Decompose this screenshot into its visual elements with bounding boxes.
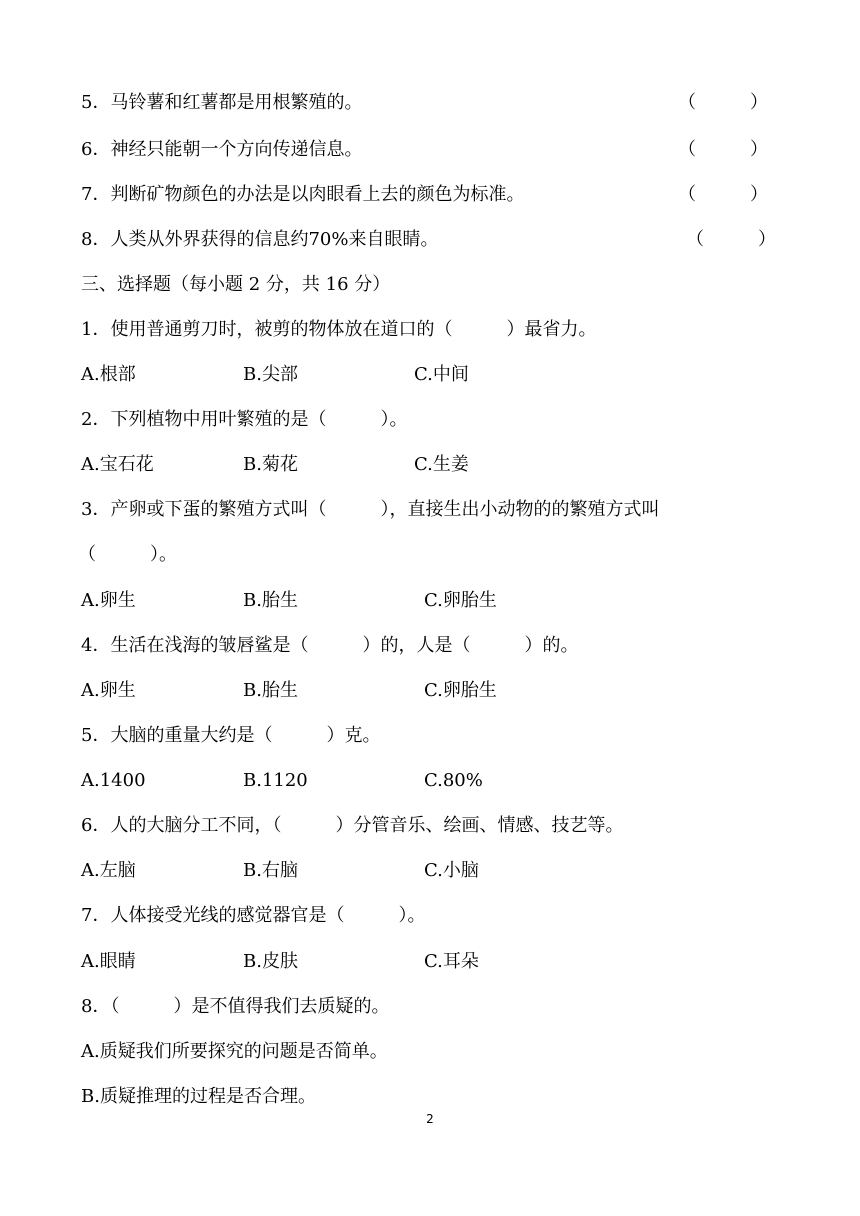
judgement-item-6: 6．神经只能朝一个方向传递信息。 bbox=[81, 139, 363, 160]
option-8b: B.质疑推理的过程是否合理。 bbox=[81, 1086, 316, 1107]
option-1b: B.尖部 bbox=[243, 364, 298, 385]
option-6b: B.右脑 bbox=[243, 860, 298, 881]
option-1c: C.中间 bbox=[414, 364, 469, 385]
option-7b: B.皮肤 bbox=[243, 951, 298, 972]
question-2: 2．下列植物中用叶繁殖的是（ ）。 bbox=[81, 409, 408, 430]
answer-blank-6: （ ） bbox=[678, 139, 768, 160]
option-5c: C.80% bbox=[424, 770, 483, 791]
judgement-item-8: 8．人类从外界获得的信息约70%来自眼睛。 bbox=[81, 229, 439, 250]
answer-blank-8: （ ） bbox=[686, 229, 776, 250]
option-3b: B.胎生 bbox=[243, 590, 298, 611]
section-title: 三、选择题（每小题 2 分，共 16 分） bbox=[81, 274, 391, 295]
question-7: 7．人体接受光线的感觉器官是（ ）。 bbox=[81, 905, 426, 926]
option-2b: B.菊花 bbox=[243, 454, 298, 475]
option-2a: A.宝石花 bbox=[81, 454, 154, 475]
judgement-item-7: 7．判断矿物颜色的办法是以肉眼看上去的颜色为标准。 bbox=[81, 184, 525, 205]
option-2c: C.生姜 bbox=[414, 454, 469, 475]
question-6: 6．人的大脑分工不同，（ ）分管音乐、绘画、情感、技艺等。 bbox=[81, 815, 624, 836]
option-7a: A.眼睛 bbox=[81, 951, 136, 972]
option-5a: A.1400 bbox=[81, 770, 146, 791]
question-8: 8．（ ）是不值得我们去质疑的。 bbox=[81, 996, 390, 1017]
question-3: 3．产卵或下蛋的繁殖方式叫（ ），直接生出小动物的的繁殖方式叫 bbox=[81, 499, 660, 520]
answer-blank-7: （ ） bbox=[678, 184, 768, 205]
option-7c: C.耳朵 bbox=[424, 951, 479, 972]
option-6a: A.左脑 bbox=[81, 860, 136, 881]
question-4: 4．生活在浅海的皱唇鲨是（ ）的，人是（ ）的。 bbox=[81, 635, 579, 656]
option-3a: A.卵生 bbox=[81, 590, 136, 611]
question-5: 5．大脑的重量大约是（ ）克。 bbox=[81, 725, 381, 746]
option-3c: C.卵胎生 bbox=[424, 590, 497, 611]
option-8a: A.质疑我们所要探究的问题是否简单。 bbox=[81, 1041, 388, 1062]
option-6c: C.小脑 bbox=[424, 860, 479, 881]
question-3-continued: （ ）。 bbox=[78, 544, 177, 565]
question-1: 1．使用普通剪刀时，被剪的物体放在道口的（ ）最省力。 bbox=[81, 319, 597, 340]
option-5b: B.1120 bbox=[243, 770, 308, 791]
page-number: 2 bbox=[426, 1112, 434, 1126]
option-4c: C.卵胎生 bbox=[424, 680, 497, 701]
judgement-item-5: 5．马铃薯和红薯都是用根繁殖的。 bbox=[81, 92, 363, 113]
answer-blank-5: （ ） bbox=[678, 92, 768, 113]
option-4a: A.卵生 bbox=[81, 680, 136, 701]
option-4b: B.胎生 bbox=[243, 680, 298, 701]
option-1a: A.根部 bbox=[81, 364, 136, 385]
